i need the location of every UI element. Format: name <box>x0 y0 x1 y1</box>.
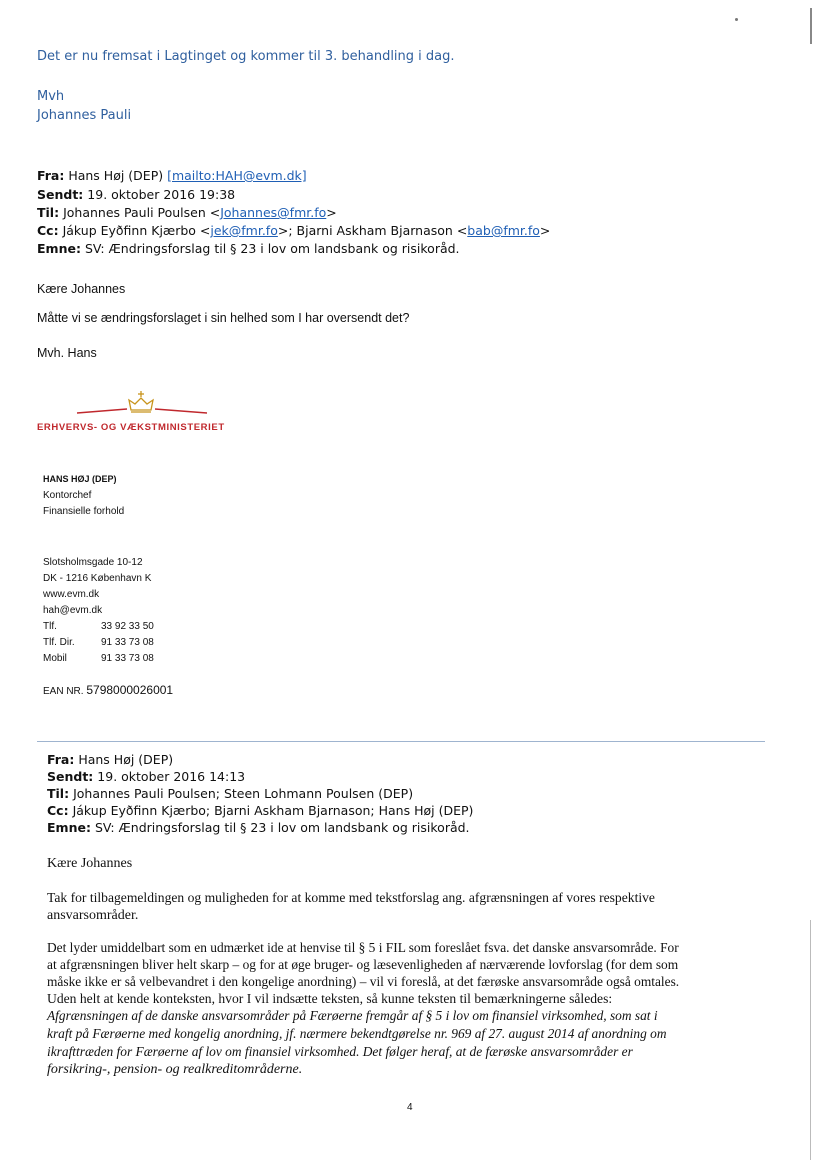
phone-row: Tlf. Dir. 91 33 73 08 <box>43 637 154 648</box>
email2-sent: Sendt: 19. oktober 2016 14:13 <box>47 769 246 784</box>
page-number: 4 <box>407 1102 413 1113</box>
email1-to: Til: Johannes Pauli Poulsen <Johannes@fmr.fo> <box>37 205 337 220</box>
email1-from: Fra: Hans Høj (DEP) [mailto:HAH@evm.dk] <box>37 168 307 183</box>
email1-cc-link1[interactable]: jek@fmr.fo <box>210 223 278 238</box>
signature-web[interactable]: www.evm.dk <box>43 589 100 600</box>
email2-from: Fra: Hans Høj (DEP) <box>47 752 174 767</box>
email1-sent: Sendt: 19. oktober 2016 19:38 <box>37 187 236 202</box>
scan-edge-line <box>810 920 811 1160</box>
signature-name: HANS HØJ (DEP) <box>43 474 117 484</box>
email1-cc-link2[interactable]: bab@fmr.fo <box>467 223 540 238</box>
email2-salutation: Kære Johannes <box>47 856 133 871</box>
signature-department: Finansielle forhold <box>43 506 125 517</box>
ministry-logo <box>37 388 257 440</box>
email1-to-link[interactable]: Johannes@fmr.fo <box>220 205 327 220</box>
email2-cc: Cc: Jákup Eyðfinn Kjærbo; Bjarni Askham Bjarnason; Hans Høj (DEP) <box>47 803 474 818</box>
email1-from-link[interactable]: [mailto:HAH@evm.dk] <box>167 168 307 183</box>
phone-row: Tlf. 33 92 33 50 <box>43 621 154 632</box>
ministry-name: ERHVERVS- OG VÆKSTMINISTERIET <box>37 422 225 433</box>
email2-paragraph-line: at afgrænsningen bliver helt skarp – og for at øge bruger- og læsevenligheden af nærværende lovforslag (for dem som <box>47 957 679 972</box>
email2-to: Til: Johannes Pauli Poulsen; Steen Lohmann Poulsen (DEP) <box>47 786 414 801</box>
email1-cc: Cc: Jákup Eyðfinn Kjærbo <jek@fmr.fo>; Bjarni Askham Bjarnason <bab@fmr.fo> <box>37 223 551 238</box>
email2-quote-line: Afgrænsningen af de danske ansvarsområder på Færøerne fremgår af § 5 i lov om finansiel virksomhed, som sat i <box>47 1008 658 1023</box>
email2-quote-line: ikrafttræden for Færøerne af lov om finansiel virksomhed. Det følger heraf, at de færøske ansvarsområder er <box>47 1044 633 1059</box>
intro-name: Johannes Pauli <box>37 108 132 123</box>
signature-city: DK - 1216 København K <box>43 573 152 584</box>
scan-dot <box>735 18 738 21</box>
signature-title: Kontorchef <box>43 490 92 501</box>
signature-street: Slotsholmsgade 10-12 <box>43 557 143 568</box>
email2-quote-line: kraft på Færøerne med kongelig anordning, jf. nærmere bekendtgørelse nr. 969 af 27. august 2014 af anordning om <box>47 1026 667 1041</box>
email2-paragraph-line: måske ikke er så velbevandret i den kongelige anordning) – vil vi foreslå, at det færøske ansvarsområde også omtales. <box>47 974 680 989</box>
intro-greeting: Mvh <box>37 89 65 104</box>
phone-row: Mobil 91 33 73 08 <box>43 653 154 664</box>
email2-paragraph-line: Tak for tilbagemeldingen og muligheden for at komme med tekstforslag ang. afgrænsningen af vores respektive <box>47 890 655 905</box>
email2-paragraph-line: Det lyder umiddelbart som en udmærket ide at henvise til § 5 i FIL som foreslået fsva. det danske ansvarsområde. For <box>47 940 679 955</box>
email1-question: Måtte vi se ændringsforslaget i sin helhed som I har oversendt det? <box>37 311 410 325</box>
email-separator <box>37 741 765 742</box>
email1-subject: Emne: SV: Ændringsforslag til § 23 i lov om landsbank og risikoråd. <box>37 241 460 256</box>
email2-paragraph-line: Uden helt at kende konteksten, hvor I vil indsætte teksten, så kunne teksten til bemærkningerne således: <box>47 991 613 1006</box>
crown-icon <box>37 388 257 424</box>
signature-email[interactable]: hah@evm.dk <box>43 605 103 616</box>
intro-line: Det er nu fremsat i Lagtinget og kommer til 3. behandling i dag. <box>37 49 455 64</box>
email2-subject: Emne: SV: Ændringsforslag til § 23 i lov om landsbank og risikoråd. <box>47 820 470 835</box>
email2-quote-line: forsikring-, pension- og realkreditområderne. <box>47 1062 303 1077</box>
email2-paragraph-line: ansvarsområder. <box>47 908 139 923</box>
scan-edge-line <box>810 8 812 44</box>
email1-closing: Mvh. Hans <box>37 346 97 360</box>
signature-ean: EAN NR. 5798000026001 <box>43 683 174 697</box>
email1-salutation: Kære Johannes <box>37 282 126 296</box>
